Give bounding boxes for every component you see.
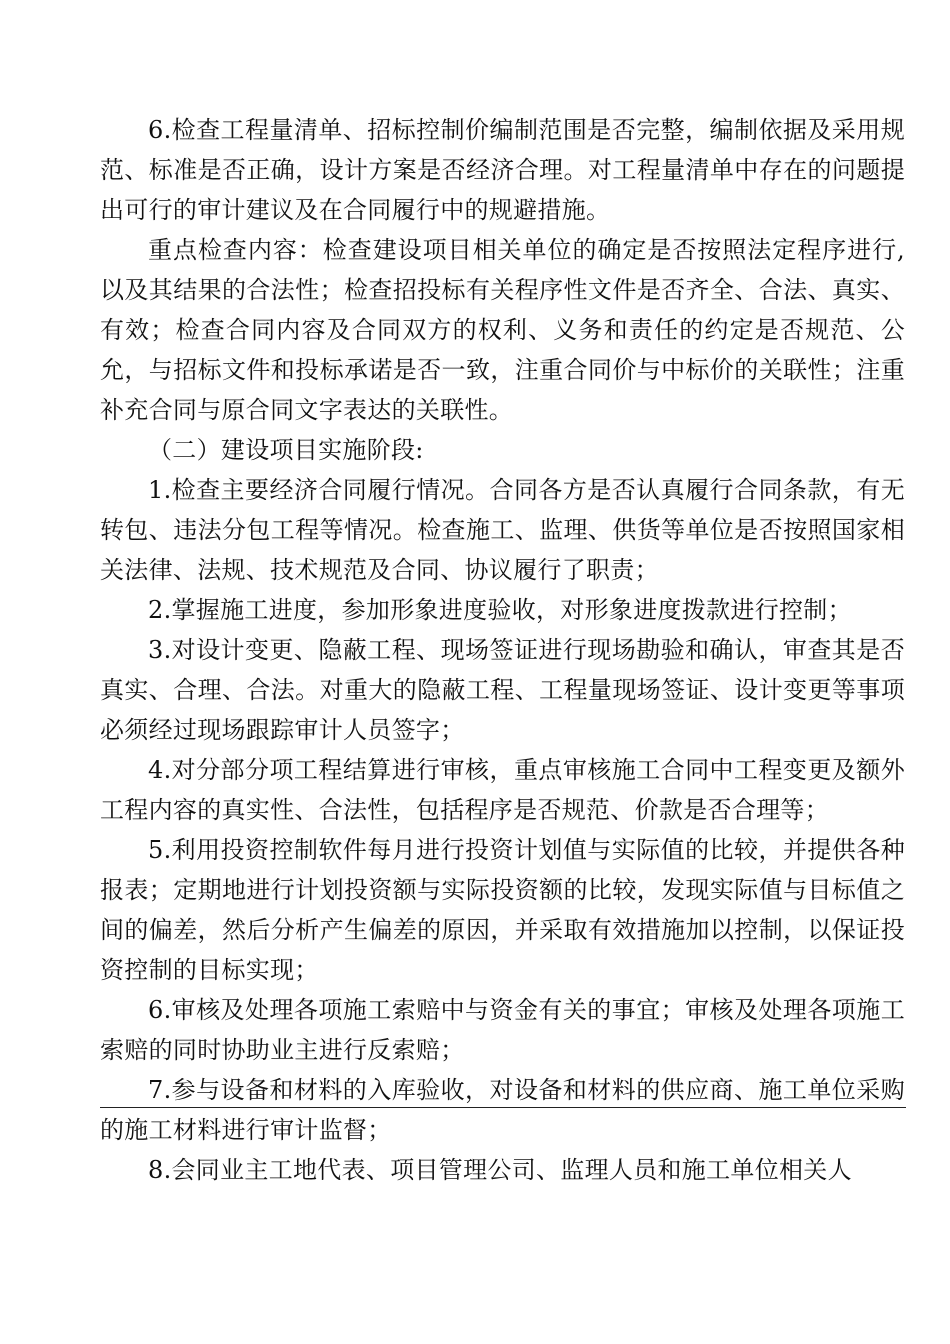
- paragraph-key-inspection-content: 重点检查内容：检查建设项目相关单位的确定是否按照法定程序进行,以及其结果的合法性；检查招投标有关程序性文件是否齐全、合法、真实、有效；检查合同内容及合同双方的权利、义务和责任的约定是否规范、公允，与招标文件和投标承诺是否一致，注重合同价与中标价的关联性；注重补充合同与原合同文字表达的关联性。: [100, 236, 905, 424]
- paragraph-item-6-bill-of-quantities: 6.检查工程量清单、招标控制价编制范围是否完整，编制依据及采用规范、标准是否正确，设计方案是否经济合理。对工程量清单中存在的问题提出可行的审计建议及在合同履行中的规避措施。: [100, 116, 905, 224]
- document-body: [100, 110, 905, 1190]
- paragraph-item-5-investment-control: 5.利用投资控制软件每月进行投资计划值与实际值的比较，并提供各种报表；定期地进行计划投资额与实际投资额的比较，发现实际值与目标值之间的偏差，然后分析产生偏差的原因，并采取有效措施加以控制，以保证投资控制的目标实现；: [100, 836, 905, 984]
- section-heading-implementation-stage: （二）建设项目实施阶段:: [148, 436, 424, 464]
- paragraph-item-1-contract-performance: 1.检查主要经济合同履行情况。合同各方是否认真履行合同条款，有无转包、违法分包工程等情况。检查施工、监理、供货等单位是否按照国家相关法律、法规、技术规范及合同、协议履行了职责；: [100, 476, 905, 584]
- paragraph-item-7-materials-acceptance: 7.参与设备和材料的入库验收，对设备和材料的供应商、施工单位采购的施工材料进行审计监督；: [100, 1076, 905, 1144]
- paragraph-item-3-design-changes: 3.对设计变更、隐蔽工程、现场签证进行现场勘验和确认，审查其是否真实、合理、合法。对重大的隐蔽工程、工程量现场签证、设计变更等事项必须经过现场跟踪审计人员签字；: [100, 636, 905, 744]
- paragraph-item-8-joint-review: 8.会同业主工地代表、项目管理公司、监理人员和施工单位相关人: [148, 1156, 852, 1184]
- horizontal-divider-line: [100, 1107, 906, 1108]
- paragraph-item-6-claims: 6.审核及处理各项施工索赔中与资金有关的事宜；审核及处理各项施工索赔的同时协助业主进行反索赔；: [100, 996, 905, 1064]
- paragraph-item-4-settlement-review: 4.对分部分项工程结算进行审核，重点审核施工合同中工程变更及额外工程内容的真实性、合法性，包括程序是否规范、价款是否合理等；: [100, 756, 905, 824]
- paragraph-item-2-construction-progress: 2.掌握施工进度，参加形象进度验收，对形象进度拨款进行控制；: [148, 596, 852, 624]
